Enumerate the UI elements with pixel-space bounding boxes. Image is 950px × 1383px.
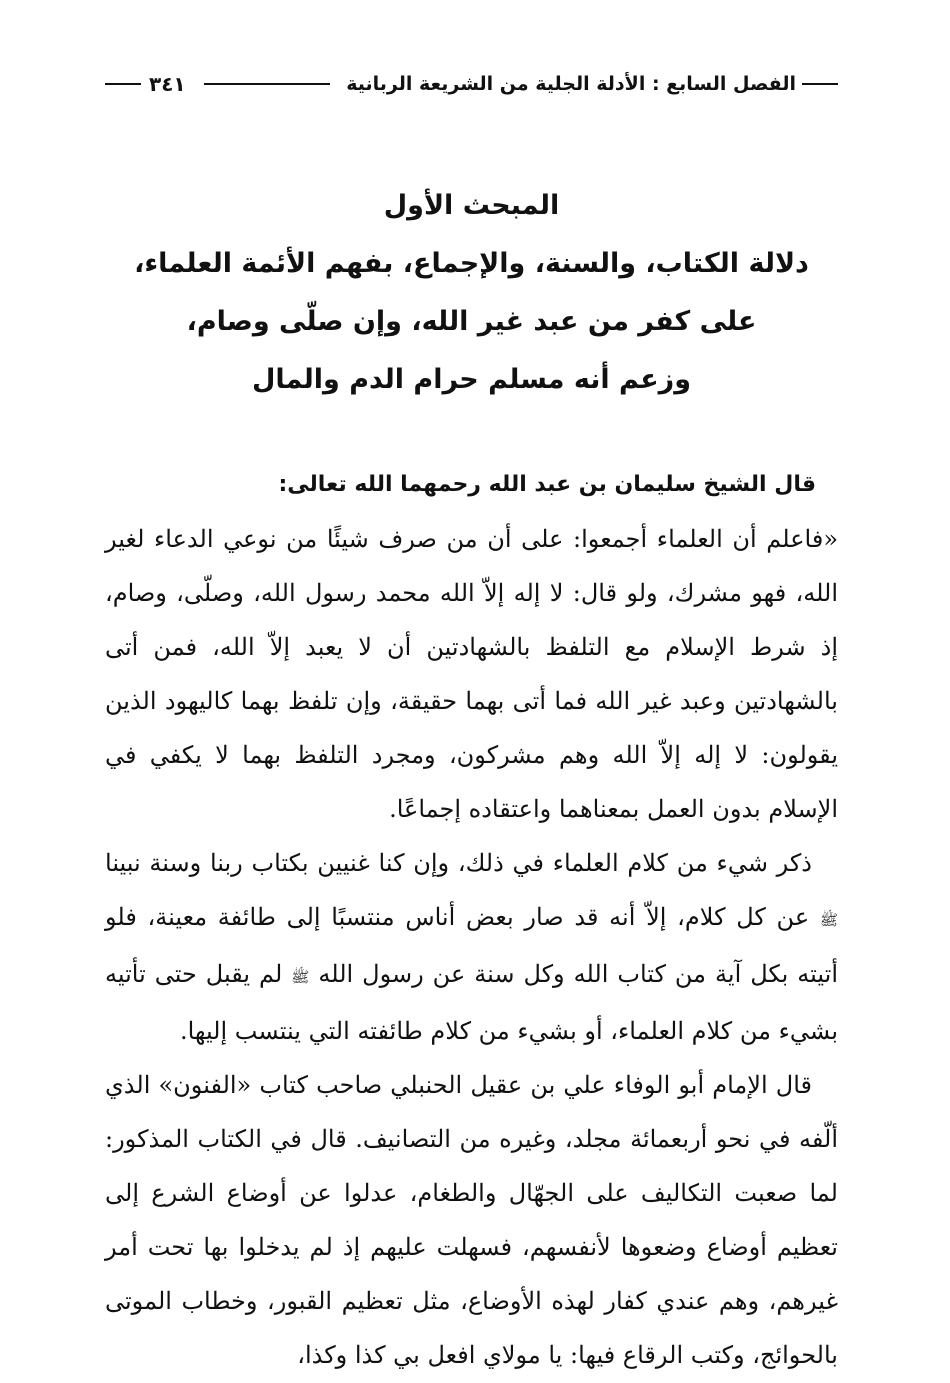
paragraph-2 — [105, 836, 838, 1058]
section-headings — [105, 190, 838, 422]
paragraph-2-part-1: ذكر شيء من كلام العلماء في ذلك، وإن كنا غنيين بكتاب ربنا وسنة نبينا — [105, 849, 812, 877]
header-dash-right — [802, 83, 838, 85]
paragraph-3: قال الإمام أبو الوفاء علي بن عقيل الحنبلي صاحب كتاب «الفنون» الذي ألّفه في نحو أربعمائة مجلد، وغيره من التصانيف. قال في الكتاب المذكور: لما صعبت التكاليف على الجهّال والطغام، عدلوا عن أوضاع الشرع إلى تعظيم أوضاع وضعوها لأنفسهم، فسهلت عليهم إذ لم يدخلوا بها تحت أمر غيرهم، وهم عندي كفار لهذه الأوضاع، مثل تعظيم القبور، وخطاب الموتى بالحوائج، وكتب الرقاع فيها: يا مولاي افعل بي كذا وكذا، — [105, 1071, 838, 1369]
paragraph-2-part-3: لم يقبل حتى تأتيه بشيء من كلام العلماء، أو بشيء من كلام طائفته التي ينتسب إليها. — [105, 960, 838, 1045]
section-subtitle-line-3: وزعم أنه مسلم حرام الدم والمال — [251, 364, 691, 395]
body-text — [105, 458, 838, 1382]
salutation-symbol-1: ﷺ — [819, 911, 838, 929]
header-chapter-title: الفصل السابع : الأدلة الجلية من الشريعة الربانية — [346, 73, 796, 95]
page-number: ٣٤١ — [149, 72, 186, 96]
section-title: المبحث الأول — [383, 190, 560, 221]
running-header — [105, 62, 838, 106]
section-subtitle-line-1: دلالة الكتاب، والسنة، والإجماع، بفهم الأئمة العلماء، — [134, 248, 809, 279]
paragraph-quote: «فاعلم أن العلماء أجمعوا: على أن من صرف شيئًا من نوعي الدعاء لغير الله، فهو مشرك، ولو قال: لا إله إلاّ الله محمد رسول الله، وصلّى، وصام، إذ شرط الإسلام مع التلفظ بالشهادتين أن لا يعبد إلاّ الله، فمن أتى بالشهادتين وعبد غير الله فما أتى بهما حقيقة، وإن تلفظ بهما كاليهود الذين يقولون: لا إله إلاّ الله وهم مشركون، ومجرد التلفظ بهما لا يكفي في الإسلام بدون العمل بمعناهما واعتقاده إجماعًا. — [105, 525, 838, 823]
author-attribution: قال الشيخ سليمان بن عبد الله رحمهما الله تعالى: — [278, 472, 816, 497]
salutation-symbol-2: ﷺ — [291, 968, 310, 986]
header-dash-left — [105, 83, 141, 85]
header-rule — [204, 83, 331, 85]
section-subtitle-line-2: على كفر من عبد غير الله، وإن صلّى وصام، — [186, 306, 757, 337]
paragraph-2-part-2: عن كل كلام، إلاّ أنه قد صار بعض أناس منتسبًا إلى طائفة معينة، فلو أتيته بكل آية من كتاب الله وكل سنة عن رسول الله — [105, 903, 838, 988]
